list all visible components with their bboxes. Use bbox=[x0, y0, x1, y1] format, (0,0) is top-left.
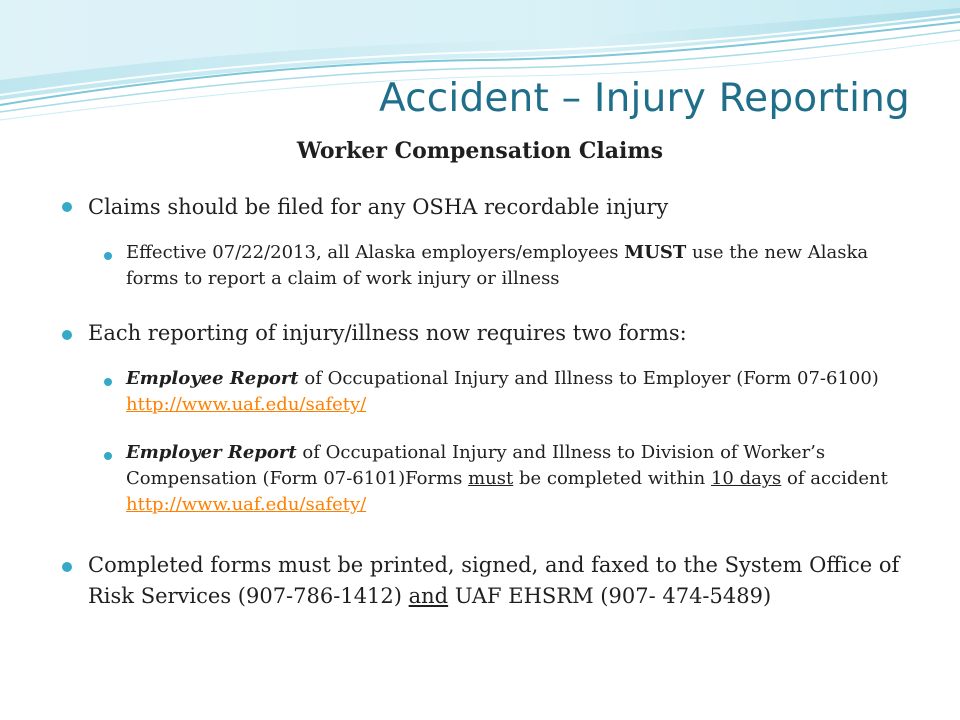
bullet-claims-filed bbox=[88, 192, 938, 223]
safety-link[interactable]: http://www.uaf.edu/safety/ bbox=[126, 494, 367, 515]
sub-bullet-text: be completed within bbox=[513, 468, 711, 489]
slide-subtitle: Worker Compensation Claims bbox=[296, 138, 664, 164]
sub-bullet-text: use the new Alaska forms to report a claim of work injury or illness bbox=[126, 242, 869, 289]
emphasis-must-underlined: must bbox=[468, 468, 514, 489]
bullet-dot bbox=[62, 202, 72, 212]
slide-title: Accident – Injury Reporting bbox=[378, 76, 910, 121]
sub-bullet-effective-date bbox=[126, 240, 916, 292]
emphasis-ten-days: 10 days bbox=[710, 468, 782, 489]
bullet-two-forms bbox=[88, 318, 938, 349]
bullet-dot bbox=[62, 330, 72, 340]
sub-bullet-employer-report bbox=[126, 440, 916, 518]
sub-bullet-text: Effective 07/22/2013, all Alaska employers/employees bbox=[126, 242, 625, 263]
sub-bullet-text: of Occupational Injury and Illness to Employer (Form 07-6100) bbox=[298, 368, 879, 389]
sub-bullet-text: of accident bbox=[781, 468, 888, 489]
sub-bullet-dot bbox=[104, 252, 112, 260]
form-name-employee-report: Employee Report bbox=[126, 368, 299, 389]
safety-link[interactable]: http://www.uaf.edu/safety/ bbox=[126, 394, 367, 415]
sub-bullet-employee-report bbox=[126, 366, 916, 418]
emphasis-and: and bbox=[408, 584, 449, 608]
bullet-completed-forms bbox=[88, 550, 938, 612]
bullet-text: Each reporting of injury/illness now requires two forms: bbox=[88, 321, 687, 345]
sub-bullet-dot bbox=[104, 378, 112, 386]
form-name-employer-report: Employer Report bbox=[126, 442, 297, 463]
emphasis-must: MUST bbox=[624, 242, 687, 263]
bullet-text: Completed forms must be printed, signed, and faxed to the System Office of Risk Services (907-786-1412) bbox=[88, 553, 900, 608]
sub-bullet-text: of Occupational Injury and Illness to Division of Worker’s Compensation (Form 07-6101)Forms bbox=[126, 442, 826, 489]
sub-bullet-dot bbox=[104, 452, 112, 460]
bullet-text: UAF EHSRM (907- 474-5489) bbox=[448, 584, 772, 608]
bullet-text: Claims should be filed for any OSHA recordable injury bbox=[88, 195, 669, 219]
bullet-dot bbox=[62, 562, 72, 572]
